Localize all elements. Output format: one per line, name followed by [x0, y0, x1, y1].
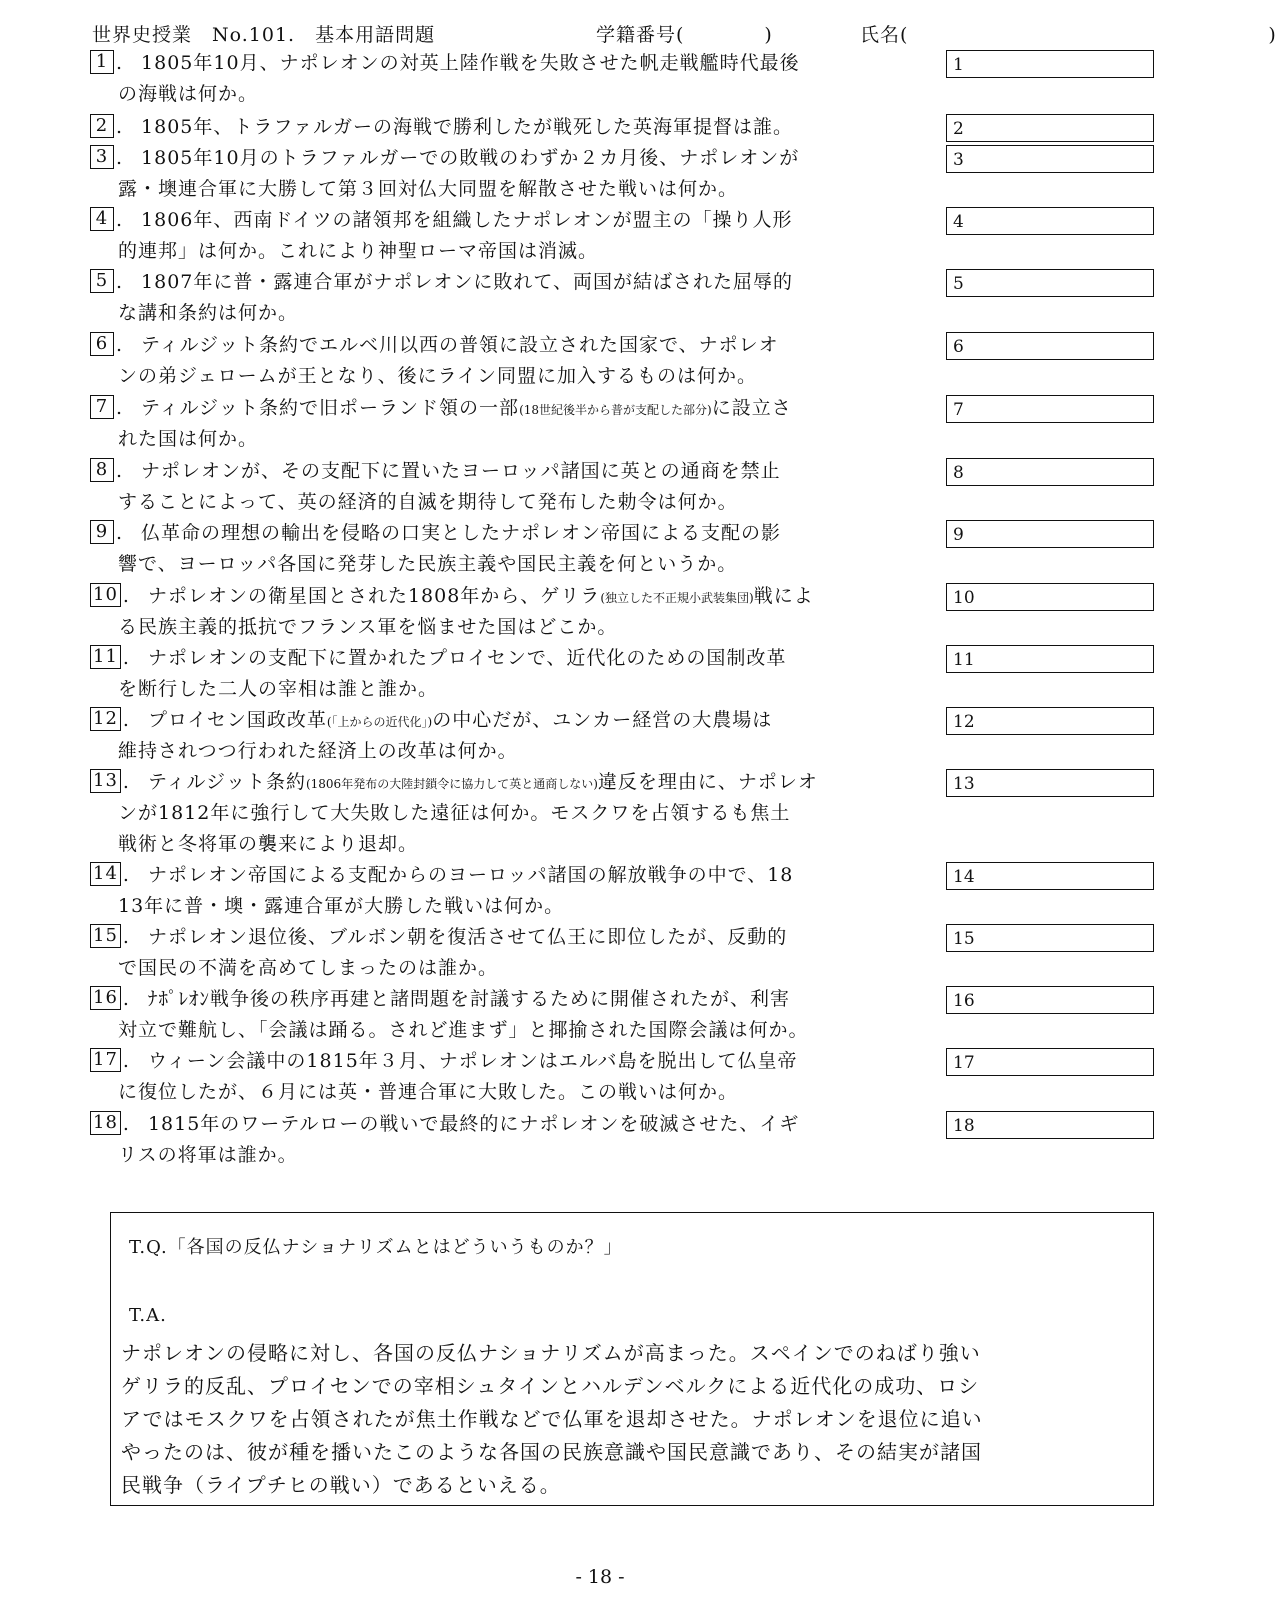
question-item [90, 143, 940, 205]
question-item [90, 922, 940, 984]
answer-box[interactable]: 10 [946, 583, 1154, 611]
question-line: る民族主義的抵抗でフランス軍を悩ませた国はどこか。 [118, 616, 618, 638]
question-line: 対立で難航し、「会議は踊る。されど進まず」と揶揄された国際会議は何か。 [118, 1019, 809, 1041]
question-number: 16 [90, 986, 121, 1010]
question-text: ティルジット条約でエルベ川以西の普領に設立された国家で、ナポレオ [141, 334, 779, 356]
question-line: ンの弟ジェロームが王となり、後にライン同盟に加入するものは何か。 [118, 365, 758, 387]
answer-box[interactable]: 16 [946, 986, 1154, 1014]
question-number-dot: . [116, 397, 124, 419]
question-note: (「上からの近代化」) [326, 715, 433, 729]
question-text: ナポレオンが、その支配下に置いたヨーロッパ諸国に英との通商を禁止 [141, 460, 781, 482]
question-number-dot: . [116, 52, 124, 74]
question-line [90, 1046, 940, 1077]
question-item [90, 112, 940, 143]
question-line: 戦術と冬将軍の襲来により退却。 [118, 833, 419, 855]
question-number-dot: . [122, 585, 130, 607]
question-number-dot: . [116, 271, 124, 293]
question-line [90, 1109, 940, 1140]
question-line [90, 705, 940, 736]
question-text: ナポレオン帝国による支配からのヨーロッパ諸国の解放戦争の中で、18 [147, 864, 794, 886]
answer-box[interactable]: 17 [946, 1048, 1154, 1076]
question-line [90, 860, 940, 891]
question-number-dot: . [116, 116, 124, 138]
theme-answer-text [121, 1337, 1141, 1502]
question-item [90, 518, 940, 580]
question-number-dot: . [116, 522, 124, 544]
page-number: - 18 - [575, 1566, 625, 1588]
question-number-dot: . [122, 988, 130, 1010]
question-text: 違反を理由に、ナポレオ [597, 771, 818, 793]
answer-box[interactable]: 2 [946, 114, 1154, 142]
question-item [90, 860, 940, 922]
answer-box[interactable]: 8 [946, 458, 1154, 486]
question-number: 5 [90, 269, 114, 293]
question-line: を断行した二人の宰相は誰と誰か。 [118, 678, 439, 700]
question-item [90, 767, 940, 860]
question-line: 的連邦」は何か。これにより神聖ローマ帝国は消滅。 [118, 240, 599, 262]
question-text: 1805年10月、ナポレオンの対英上陸作戦を失敗させた帆走戦艦時代最後 [141, 52, 800, 74]
question-number-dot: . [116, 147, 124, 169]
question-number: 10 [90, 583, 121, 607]
ta-line: アではモスクワを占領されたが焦土作戦などで仏軍を退却させた。ナポレオンを退位に追い [121, 1407, 983, 1431]
question-line [90, 330, 940, 361]
answer-box[interactable]: 15 [946, 924, 1154, 952]
question-item [90, 1046, 940, 1108]
question-note: (1806年発布の大陸封鎖令に協力して英と通商しない) [305, 777, 598, 791]
question-number: 9 [90, 520, 114, 544]
question-number: 12 [90, 707, 121, 731]
question-number: 7 [90, 395, 114, 419]
answer-box[interactable]: 18 [946, 1111, 1154, 1139]
question-item [90, 1109, 940, 1171]
question-text: ウィーン会議中の1815年３月、ナポレオンはエルバ島を脱出して仏皇帝 [147, 1050, 798, 1072]
answer-box[interactable]: 14 [946, 862, 1154, 890]
question-text: ナポレオンの衛星国とされた1808年から、ゲリラ [147, 585, 601, 607]
answer-box[interactable]: 9 [946, 520, 1154, 548]
question-line [90, 205, 940, 236]
question-text: 1807年に普・露連合軍がナポレオンに敗れて、両国が結ばされた屈辱的 [141, 271, 794, 293]
tq-ta-box [110, 1212, 1154, 1506]
answer-box[interactable]: 5 [946, 269, 1154, 297]
question-number-dot: . [116, 460, 124, 482]
question-text: に設立さ [711, 397, 792, 419]
question-item [90, 581, 940, 643]
question-number-dot: . [122, 709, 130, 731]
student-number-field: 学籍番号( ) [596, 24, 773, 46]
question-item [90, 643, 940, 705]
question-line: リスの将軍は誰か。 [118, 1144, 298, 1166]
question-line [90, 767, 940, 798]
question-text: 1805年、トラファルガーの海戦で勝利したが戦死した英海軍提督は誰。 [141, 116, 794, 138]
question-text: の中心だが、ユンカー経営の大農場は [432, 709, 773, 731]
question-text: ナポレオン退位後、ブルボン朝を復活させて仏王に即位したが、反動的 [147, 926, 788, 948]
question-item [90, 393, 940, 455]
question-text: ﾅﾎﾟﾚｵﾝ戦争後の秩序再建と諸問題を討議するために開催されたが、利害 [147, 988, 790, 1010]
question-line [90, 922, 940, 953]
question-text: 仏革命の理想の輸出を侵略の口実としたナポレオン帝国による支配の影 [141, 522, 782, 544]
question-line [90, 581, 940, 612]
question-item [90, 48, 940, 110]
question-number: 11 [90, 645, 121, 669]
question-number: 4 [90, 207, 114, 231]
question-number-dot: . [116, 209, 124, 231]
worksheet-header [92, 20, 1277, 50]
answer-box[interactable]: 1 [946, 50, 1154, 78]
question-line [90, 518, 940, 549]
question-number: 18 [90, 1111, 121, 1135]
answer-box[interactable]: 11 [946, 645, 1154, 673]
question-number: 8 [90, 458, 114, 482]
question-number-dot: . [116, 334, 124, 356]
question-number: 1 [90, 50, 114, 74]
question-text: ティルジット条約 [147, 771, 306, 793]
question-number: 14 [90, 862, 121, 886]
worksheet-title: 世界史授業 No.101. 基本用語問題 [92, 24, 436, 46]
question-line: の海戦は何か。 [118, 83, 259, 105]
question-text: 1806年、西南ドイツの諸領邦を組織したナポレオンが盟主の「操り人形 [141, 209, 793, 231]
question-item [90, 267, 940, 329]
question-note: (独立した不正規小武装集団) [600, 591, 754, 605]
question-item [90, 705, 940, 767]
answer-box[interactable]: 3 [946, 145, 1154, 173]
question-number-dot: . [122, 647, 130, 669]
theme-question: T.Q.「各国の反仏ナショナリズムとはどういうものか？」 [129, 1237, 623, 1258]
answer-box[interactable]: 13 [946, 769, 1154, 797]
question-item [90, 984, 940, 1046]
question-line [90, 267, 940, 298]
question-item [90, 456, 940, 518]
question-number: 17 [90, 1048, 121, 1072]
question-number-dot: . [122, 1050, 130, 1072]
question-line: することによって、英の経済的自滅を期待して発布した勅令は何か。 [118, 491, 738, 513]
question-line: れた国は何か。 [118, 428, 259, 450]
question-line [90, 456, 940, 487]
question-number: 2 [90, 114, 114, 138]
question-line: 響で、ヨーロッパ各国に発芽した民族主義や国民主義を何というか。 [118, 553, 738, 575]
question-text: ナポレオンの支配下に置かれたプロイセンで、近代化のための国制改革 [147, 647, 787, 669]
question-line [90, 143, 940, 174]
question-number: 15 [90, 924, 121, 948]
question-line: な講和条約は何か。 [118, 302, 299, 324]
question-text: プロイセン国政改革 [147, 709, 327, 731]
answer-box[interactable]: 7 [946, 395, 1154, 423]
question-line [90, 112, 940, 143]
question-line [90, 393, 940, 424]
question-text: 1805年10月のトラファルガーでの敗戦のわずか２カ月後、ナポレオンが [141, 147, 800, 169]
name-field: 氏名( ) [860, 24, 1277, 46]
question-line: 維持されつつ行われた経済上の改革は何か。 [118, 740, 518, 762]
ta-line: ゲリラ的反乱、プロイセンでの宰相シュタインとハルデンベルクによる近代化の成功、ロシ [121, 1374, 980, 1398]
question-line: ンが1812年に強行して大失敗した遠征は何か。モスクワを占領するも焦土 [118, 802, 791, 824]
ta-line: 民戦争（ライプチヒの戦い）であるといえる。 [121, 1473, 561, 1497]
question-item [90, 330, 940, 392]
question-text: ティルジット条約で旧ポーランド領の一部 [141, 397, 520, 419]
question-line: 露・墺連合軍に大勝して第３回対仏大同盟を解散させた戦いは何か。 [118, 178, 739, 200]
question-number-dot: . [122, 771, 130, 793]
question-line [90, 643, 940, 674]
question-number: 6 [90, 332, 114, 356]
question-number-dot: . [122, 926, 130, 948]
question-item [90, 205, 940, 267]
ta-line: ナポレオンの侵略に対し、各国の反仏ナショナリズムが高まった。スペインでのねばり強い [121, 1341, 981, 1365]
question-number: 3 [90, 145, 114, 169]
question-line: 13年に普・墺・露連合軍が大勝した戦いは何か。 [118, 895, 565, 917]
question-number: 13 [90, 769, 121, 793]
question-number-dot: . [122, 1113, 130, 1135]
answer-box[interactable]: 12 [946, 707, 1154, 735]
theme-answer-label: T.A. [129, 1305, 167, 1326]
question-line [90, 48, 940, 79]
question-line: に復位したが、６月には英・普連合軍に大敗した。この戦いは何か。 [118, 1081, 739, 1103]
question-note: (18世紀後半から普が支配した部分) [519, 403, 712, 417]
question-text: 1815年のワーテルローの戦いで最終的にナポレオンを破滅させた、イギ [147, 1113, 800, 1135]
question-number-dot: . [122, 864, 130, 886]
question-line [90, 984, 940, 1015]
answer-box[interactable]: 4 [946, 207, 1154, 235]
question-line: で国民の不満を高めてしまったのは誰か。 [118, 957, 499, 979]
question-text: 戦によ [753, 585, 814, 607]
answer-box[interactable]: 6 [946, 332, 1154, 360]
ta-line: やったのは、彼が種を播いたこのような各国の民族意識や国民意識であり、その結実が諸国 [121, 1440, 982, 1464]
